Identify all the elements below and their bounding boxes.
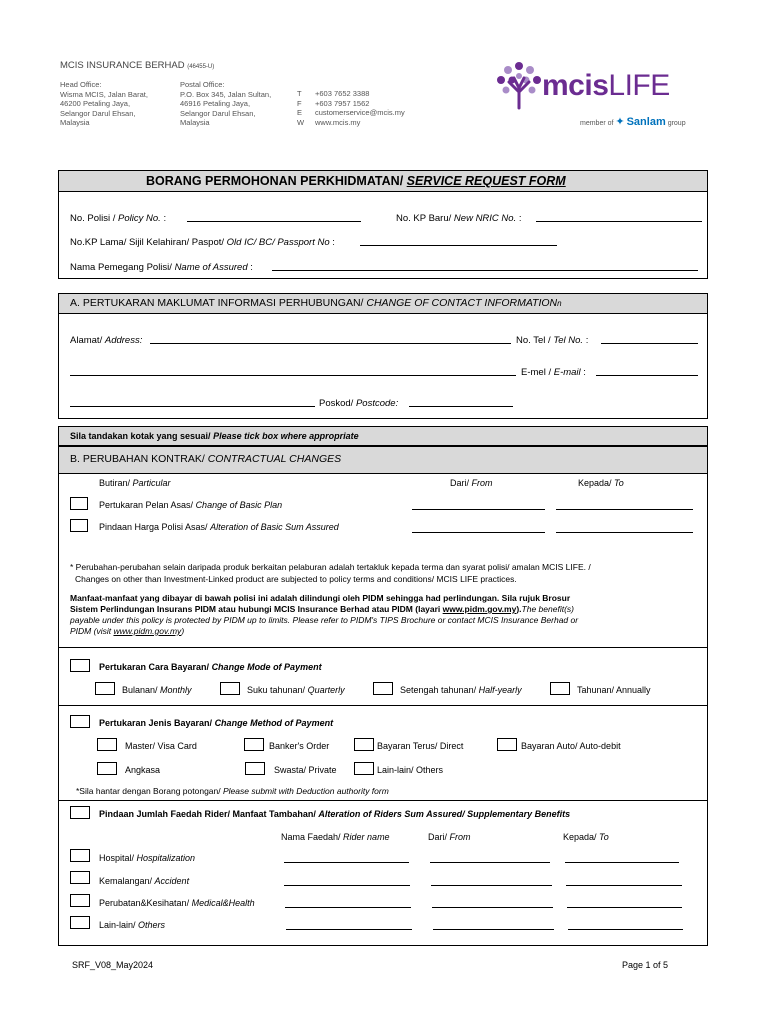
postcode-label-en: Postcode: bbox=[355, 398, 399, 409]
section-b-title-ms: B. PERUBAHAN KONTRAK/ bbox=[70, 453, 208, 465]
master-visa-checkbox[interactable] bbox=[97, 738, 117, 751]
section-b-right bbox=[707, 473, 708, 945]
section-b-title-en: CONTRACTUAL CHANGES bbox=[207, 453, 342, 465]
basic-plan-label-en: Change of Basic Plan bbox=[195, 500, 283, 510]
hospital-rider-name-field[interactable] bbox=[284, 862, 409, 863]
tel-label-ms: No. Tel / bbox=[516, 335, 554, 346]
address-label-en: Address: bbox=[104, 335, 143, 346]
sanlam-icon: ✦ bbox=[615, 116, 625, 128]
policy-box-left bbox=[58, 191, 59, 278]
section-b-title bbox=[70, 453, 341, 465]
half-yearly-label bbox=[400, 685, 522, 695]
basic-plan-from-field[interactable] bbox=[412, 509, 545, 510]
others-method-checkbox[interactable] bbox=[354, 762, 374, 775]
quarterly-checkbox[interactable] bbox=[220, 682, 240, 695]
col-to-ms: Kepada/ bbox=[578, 478, 615, 488]
col-from-en: From bbox=[471, 478, 493, 488]
col-to-en: To bbox=[614, 478, 624, 488]
pidm-line-2a: Sistem Perlindungan Insurans PIDM atau hubungi MCIS Insurance Berhad atau PIDM (layari bbox=[70, 604, 443, 614]
pidm-link-2[interactable]: www.pidm.gov.my bbox=[113, 626, 182, 636]
accident-rider-name-field[interactable] bbox=[284, 885, 410, 886]
others-rider-name-field[interactable] bbox=[286, 929, 412, 930]
accident-to-field[interactable] bbox=[566, 885, 682, 886]
hospital-label bbox=[99, 853, 195, 863]
policy-box-right bbox=[707, 191, 708, 278]
contact-letter: W bbox=[297, 117, 305, 127]
col-particular-ms: Butiran/ bbox=[99, 478, 133, 488]
monthly-label bbox=[122, 685, 192, 695]
private-label: Swasta/ Private bbox=[274, 765, 337, 775]
medical-from-field[interactable] bbox=[432, 907, 553, 908]
postal-office-line: 46916 Petaling Jaya, bbox=[180, 99, 251, 108]
sum-assured-checkbox[interactable] bbox=[70, 519, 88, 532]
col-from bbox=[450, 478, 493, 488]
col-to bbox=[578, 478, 624, 488]
form-title bbox=[146, 174, 566, 188]
terms-note bbox=[70, 561, 591, 585]
new-nric-label-ms: No. KP Baru/ bbox=[396, 213, 454, 224]
pidm-note bbox=[70, 593, 578, 637]
contact-letter: F bbox=[297, 98, 302, 108]
company-name-text: MCIS INSURANCE BERHAD bbox=[60, 60, 185, 71]
email-label bbox=[521, 367, 586, 378]
old-ic-label-en: Old IC/ BC/ Passport No bbox=[226, 237, 330, 248]
rider-col-name-en: Rider name bbox=[343, 832, 390, 842]
rider-col-from bbox=[428, 832, 471, 842]
form-title-ms: BORANG PERMOHONAN PERKHIDMATAN/ bbox=[146, 174, 407, 188]
medical-rider-name-field[interactable] bbox=[285, 907, 411, 908]
contact-letter: E bbox=[297, 108, 303, 117]
bankers-order-checkbox[interactable] bbox=[244, 738, 264, 751]
tel-colon: : bbox=[583, 335, 589, 346]
section-b-bottom bbox=[58, 945, 708, 946]
logo-member-of: member of bbox=[580, 120, 614, 127]
logo-sanlam: Sanlam bbox=[626, 116, 666, 128]
pidm-line-4 bbox=[70, 626, 578, 637]
riders-title-en: Alteration of Riders Sum Assured/ Supplementary Benefits bbox=[318, 809, 571, 819]
medical-label bbox=[99, 898, 255, 908]
hospital-from-field[interactable] bbox=[430, 862, 550, 863]
tel-label bbox=[516, 335, 588, 346]
basic-plan-to-field[interactable] bbox=[556, 509, 693, 510]
head-office-label: Head Office: bbox=[60, 80, 102, 89]
address-field-line-1[interactable] bbox=[150, 343, 511, 344]
monthly-label-ms: Bulanan/ bbox=[122, 685, 161, 695]
address-field-line-3[interactable] bbox=[70, 406, 315, 407]
divider-riders bbox=[58, 800, 708, 801]
others-to-field[interactable] bbox=[568, 929, 683, 930]
email-colon: : bbox=[580, 367, 586, 378]
contact-fax: +603 7957 1562 bbox=[315, 98, 370, 108]
payment-mode-checkbox[interactable] bbox=[70, 659, 90, 672]
tel-label-en: Tel No. bbox=[553, 335, 584, 346]
tick-note-ms: Sila tandakan kotak yang sesuai/ bbox=[70, 431, 214, 441]
half-yearly-label-ms: Setengah tahunan/ bbox=[400, 685, 479, 695]
logo-brand-bold: mcis bbox=[542, 69, 609, 102]
rider-col-from-en: From bbox=[449, 832, 471, 842]
angkasa-checkbox[interactable] bbox=[97, 762, 117, 775]
email-field[interactable] bbox=[596, 375, 698, 376]
hospital-checkbox[interactable] bbox=[70, 849, 90, 862]
assured-name-field[interactable] bbox=[272, 270, 698, 271]
old-ic-label-ms: No.KP Lama/ Sijil Kelahiran/ Paspot/ bbox=[70, 237, 227, 248]
address-label bbox=[70, 335, 142, 346]
section-a-right bbox=[707, 313, 708, 418]
pidm-line-4a: PIDM (visit bbox=[70, 626, 114, 636]
contact-website: www.mcis.my bbox=[315, 117, 361, 127]
deduction-note-ms: *Sila hantar dengan Borang potongan/ bbox=[76, 786, 223, 796]
col-particular bbox=[99, 478, 171, 488]
new-nric-field[interactable] bbox=[536, 221, 702, 222]
medical-label-ms: Perubatan&Kesihatan/ bbox=[99, 898, 192, 908]
pidm-line-2b: ). bbox=[516, 604, 522, 614]
basic-plan-label-ms: Pertukaran Pelan Asas/ bbox=[99, 500, 196, 510]
riders-title bbox=[99, 809, 570, 819]
head-office-line: Malaysia bbox=[60, 118, 90, 127]
medical-to-field[interactable] bbox=[567, 907, 682, 908]
master-visa-label: Master/ Visa Card bbox=[125, 741, 197, 751]
pidm-line-2 bbox=[70, 604, 578, 615]
quarterly-label-en: Quarterly bbox=[307, 685, 345, 695]
bankers-order-label: Banker's Order bbox=[269, 741, 330, 751]
angkasa-label: Angkasa bbox=[125, 765, 161, 775]
accident-label-en: Accident bbox=[154, 876, 190, 886]
medical-checkbox[interactable] bbox=[70, 894, 90, 907]
hospital-label-ms: Hospital/ bbox=[99, 853, 137, 863]
postal-office-block bbox=[180, 80, 271, 128]
sum-assured-label-en: Alteration of Basic Sum Assured bbox=[210, 522, 339, 532]
sum-assured-label bbox=[99, 522, 339, 532]
logo-group: group bbox=[667, 120, 686, 127]
postal-office-label: Postal Office: bbox=[180, 80, 225, 89]
auto-debit-checkbox[interactable] bbox=[497, 738, 517, 751]
new-nric-label-en: New NRIC No. bbox=[453, 213, 517, 224]
policy-no-label-en: Policy No. bbox=[118, 213, 161, 224]
direct-payment-checkbox[interactable] bbox=[354, 738, 374, 751]
tel-field[interactable] bbox=[601, 343, 698, 344]
section-a-bottom bbox=[58, 418, 708, 419]
new-nric-colon: : bbox=[516, 213, 522, 224]
payment-mode-title-ms: Pertukaran Cara Bayaran/ bbox=[99, 662, 212, 672]
section-a-title-en: CHANGE OF CONTACT INFORMATION bbox=[366, 297, 558, 309]
quarterly-label-ms: Suku tahunan/ bbox=[247, 685, 308, 695]
section-a-title-ms: A. PERTUKARAN MAKLUMAT INFORMASI PERHUBUNGAN/ bbox=[70, 297, 367, 309]
accident-label bbox=[99, 876, 189, 886]
others-rider-checkbox[interactable] bbox=[70, 916, 90, 929]
riders-title-ms: Pindaan Jumlah Faedah Rider/ Manfaat Tambahan/ bbox=[99, 809, 319, 819]
policy-no-label-ms: No. Polisi / bbox=[70, 213, 119, 224]
postal-office-line: P.O. Box 345, Jalan Sultan, bbox=[180, 89, 272, 99]
others-from-field[interactable] bbox=[433, 929, 554, 930]
rider-col-from-ms: Dari/ bbox=[428, 832, 450, 842]
assured-name-colon: : bbox=[247, 262, 253, 273]
sum-assured-to-field[interactable] bbox=[556, 532, 693, 533]
section-a-title bbox=[70, 297, 562, 309]
policy-box-bottom bbox=[58, 278, 708, 279]
medical-label-en: Medical&Health bbox=[191, 898, 255, 908]
assured-name-label-ms: Nama Pemegang Polisi/ bbox=[70, 262, 175, 273]
accident-from-field[interactable] bbox=[431, 885, 552, 886]
pidm-link[interactable]: www.pidm.gov.my bbox=[442, 604, 517, 614]
auto-debit-label: Bayaran Auto/ Auto-debit bbox=[521, 741, 621, 751]
assured-name-label-en: Name of Assured bbox=[174, 262, 248, 273]
company-reg: (46455-U) bbox=[187, 64, 215, 70]
col-particular-en: Particular bbox=[132, 478, 171, 488]
address-label-ms: Alamat/ bbox=[70, 335, 105, 346]
tree-icon bbox=[494, 60, 544, 110]
policy-no-field[interactable] bbox=[187, 221, 361, 222]
old-ic-colon: : bbox=[329, 237, 335, 248]
pidm-line-3: payable under this policy is protected by PIDM up to limits. Please refer to PIDM's TIPS Brochure or contact MCIS Insurance Berhad or bbox=[70, 615, 579, 625]
rider-col-name bbox=[281, 832, 390, 842]
payment-mode-title-en: Change Mode of Payment bbox=[211, 662, 322, 672]
hospital-to-field[interactable] bbox=[565, 862, 679, 863]
hospital-label-en: Hospitalization bbox=[136, 853, 196, 863]
deduction-note bbox=[76, 786, 389, 796]
rider-col-to-ms: Kepada/ bbox=[563, 832, 600, 842]
pidm-line-2c: The benefit(s) bbox=[521, 604, 574, 614]
payment-method-title bbox=[99, 718, 333, 728]
rider-col-to-en: To bbox=[599, 832, 609, 842]
assured-name-label bbox=[70, 262, 253, 273]
direct-payment-label: Bayaran Terus/ Direct bbox=[377, 741, 464, 751]
head-office-block bbox=[60, 80, 148, 128]
pidm-line-1: Manfaat-manfaat yang dibayar di bawah polisi ini adalah dilindungi oleh PIDM sehingga had perlindungan. Sila rujuk Brosur bbox=[70, 593, 571, 603]
monthly-checkbox[interactable] bbox=[95, 682, 115, 695]
annually-label: Tahunan/ Annually bbox=[577, 685, 651, 695]
tick-note bbox=[70, 431, 359, 441]
accident-checkbox[interactable] bbox=[70, 871, 90, 884]
others-method-label: Lain-lain/ Others bbox=[377, 765, 444, 775]
postal-office-line: Malaysia bbox=[180, 118, 210, 127]
form-code: SRF_V08_May2024 bbox=[72, 960, 154, 970]
pidm-line-4b: ) bbox=[181, 626, 185, 636]
monthly-label-en: Monthly bbox=[160, 685, 192, 695]
deduction-note-en: Please submit with Deduction authority form bbox=[222, 786, 389, 796]
sum-assured-label-ms: Pindaan Harga Polisi Asas/ bbox=[99, 522, 211, 532]
head-office-line: 46200 Petaling Jaya, bbox=[60, 99, 131, 108]
rider-col-name-ms: Nama Faedah/ bbox=[281, 832, 344, 842]
old-ic-label bbox=[70, 237, 335, 248]
section-b-left bbox=[58, 473, 59, 945]
private-checkbox[interactable] bbox=[245, 762, 265, 775]
basic-plan-label bbox=[99, 500, 282, 510]
divider-payment-mode bbox=[58, 647, 708, 648]
postal-office-line: Selangor Darul Ehsan, bbox=[180, 108, 256, 118]
email-label-en: E-mail bbox=[553, 367, 581, 378]
quarterly-label bbox=[247, 685, 345, 695]
head-office-line: Wisma MCIS, Jalan Barat, bbox=[60, 89, 148, 99]
terms-note-line-1: * Perubahan-perubahan selain daripada produk berkaitan pelaburan adalah tertakluk kepada terma dan syarat polisi/ amalan MCIS LIFE. / bbox=[70, 562, 591, 572]
payment-method-title-ms: Pertukaran Jenis Bayaran/ bbox=[99, 718, 215, 728]
rider-col-to bbox=[563, 832, 609, 842]
old-ic-field[interactable] bbox=[360, 245, 557, 246]
section-a-title-tail: n bbox=[557, 299, 562, 308]
contact-email: customerservice@mcis.my bbox=[315, 108, 405, 117]
payment-method-title-en: Change Method of Payment bbox=[214, 718, 334, 728]
contact-phone: +603 7652 3388 bbox=[315, 89, 370, 98]
col-from-ms: Dari/ bbox=[450, 478, 472, 488]
address-field-line-2[interactable] bbox=[70, 375, 516, 376]
riders-checkbox[interactable] bbox=[70, 806, 90, 819]
divider-payment-method bbox=[58, 705, 708, 706]
others-rider-label bbox=[99, 920, 165, 930]
payment-method-checkbox[interactable] bbox=[70, 715, 90, 728]
postcode-label bbox=[319, 398, 398, 409]
others-rider-label-en: Others bbox=[138, 920, 166, 930]
contact-letters bbox=[297, 89, 304, 127]
form-title-en: SERVICE REQUEST FORM bbox=[406, 174, 566, 188]
payment-mode-title bbox=[99, 662, 322, 672]
mcis-logo bbox=[494, 60, 714, 132]
new-nric-label bbox=[396, 213, 522, 224]
contact-values bbox=[315, 89, 405, 127]
page-number: Page 1 of 5 bbox=[622, 960, 669, 970]
accident-label-ms: Kemalangan/ bbox=[99, 876, 155, 886]
logo-brand-light: LIFE bbox=[608, 69, 670, 102]
head-office-line: Selangor Darul Ehsan, bbox=[60, 108, 136, 118]
tick-note-en: Please tick box where appropriate bbox=[213, 431, 359, 441]
email-label-ms: E-mel / bbox=[521, 367, 554, 378]
company-name bbox=[60, 60, 214, 71]
policy-no-colon: : bbox=[160, 213, 167, 224]
sum-assured-from-field[interactable] bbox=[412, 532, 545, 533]
policy-no-label bbox=[70, 213, 166, 224]
section-a-left bbox=[58, 313, 59, 418]
postcode-field[interactable] bbox=[409, 406, 513, 407]
basic-plan-checkbox[interactable] bbox=[70, 497, 88, 510]
contact-letter: T bbox=[297, 89, 302, 98]
annually-checkbox[interactable] bbox=[550, 682, 570, 695]
terms-note-line-2: Changes on other than Investment-Linked product are subjected to policy terms and conditions/ MCIS LIFE practices. bbox=[75, 574, 517, 584]
half-yearly-label-en: Half-yearly bbox=[478, 685, 522, 695]
others-rider-label-ms: Lain-lain/ bbox=[99, 920, 139, 930]
postcode-label-ms: Poskod/ bbox=[319, 398, 356, 409]
half-yearly-checkbox[interactable] bbox=[373, 682, 393, 695]
